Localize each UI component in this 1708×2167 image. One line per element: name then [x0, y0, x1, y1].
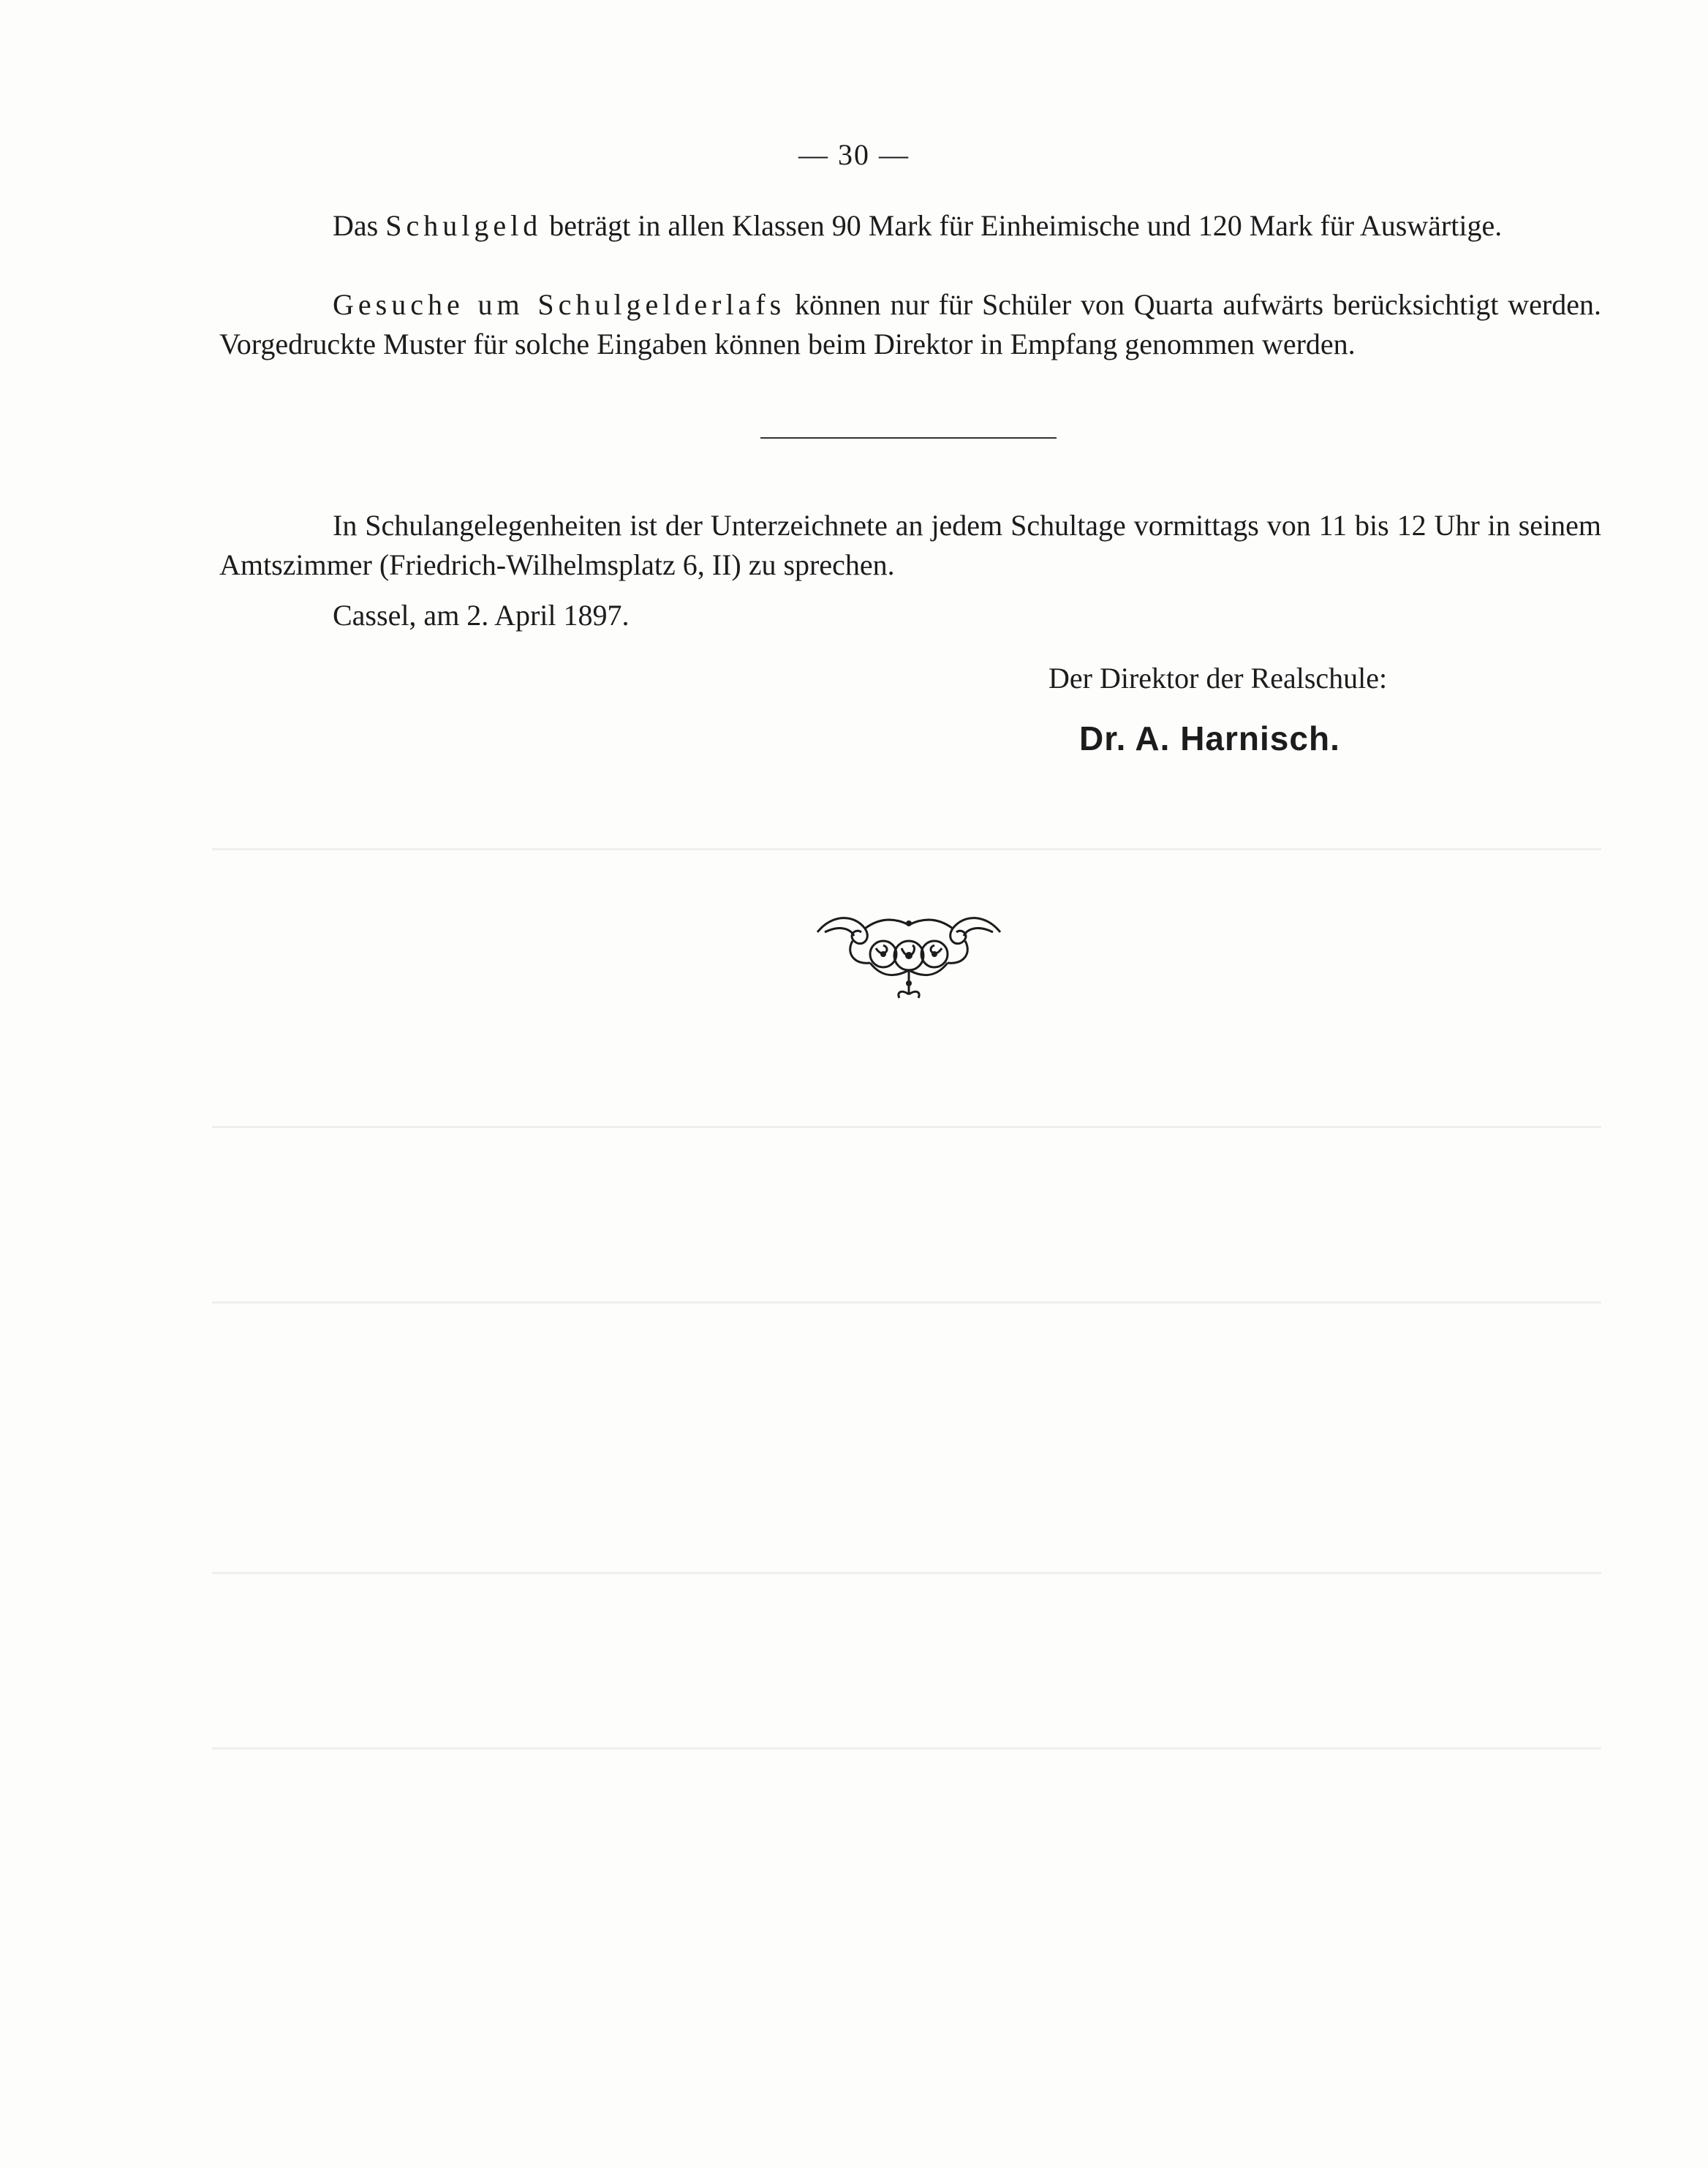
place-date: Cassel, am 2. April 1897.	[333, 599, 630, 632]
page-number: — 30 —	[798, 138, 910, 171]
fee-waiver-term: Gesuche um Schulgelderlafs	[333, 288, 786, 321]
school-fee-text: beträgt in allen Klassen 90 Mark für Einheimische und 120 Mark für Auswärtige.	[542, 209, 1503, 242]
school-fee-intro: Das	[333, 209, 386, 242]
bleed-through-line	[212, 1572, 1601, 1574]
bleed-through-line	[212, 848, 1601, 850]
bleed-through-line	[212, 1301, 1601, 1304]
paragraph-fee-waiver	[219, 285, 1601, 364]
director-title: Der Direktor der Realschule:	[1048, 662, 1388, 695]
director-signature-name: Dr. A. Harnisch.	[1079, 719, 1340, 757]
section-separator	[760, 437, 1057, 439]
bleed-through-line	[212, 1126, 1601, 1128]
paragraph-office-hours: In Schulangelegenheiten ist der Unterzeichnete an jedem Schultage vormittags von 11 bis 12 Uhr in seinem Amtszimmer (Friedrich-Wilhelmsplatz 6, II) zu sprechen.	[219, 509, 1601, 581]
paragraph-school-fee	[219, 206, 1601, 246]
fee-waiver-text: können nur für Schüler von Quarta aufwärts berücksichtigt werden. Vorgedruckte Muster für solche Eingaben können beim Direktor in Empfang genommen werden.	[219, 288, 1601, 360]
school-fee-term: Schulgeld	[385, 209, 543, 242]
floral-ornament-icon	[810, 903, 1008, 1002]
bleed-through-line	[212, 1747, 1601, 1750]
